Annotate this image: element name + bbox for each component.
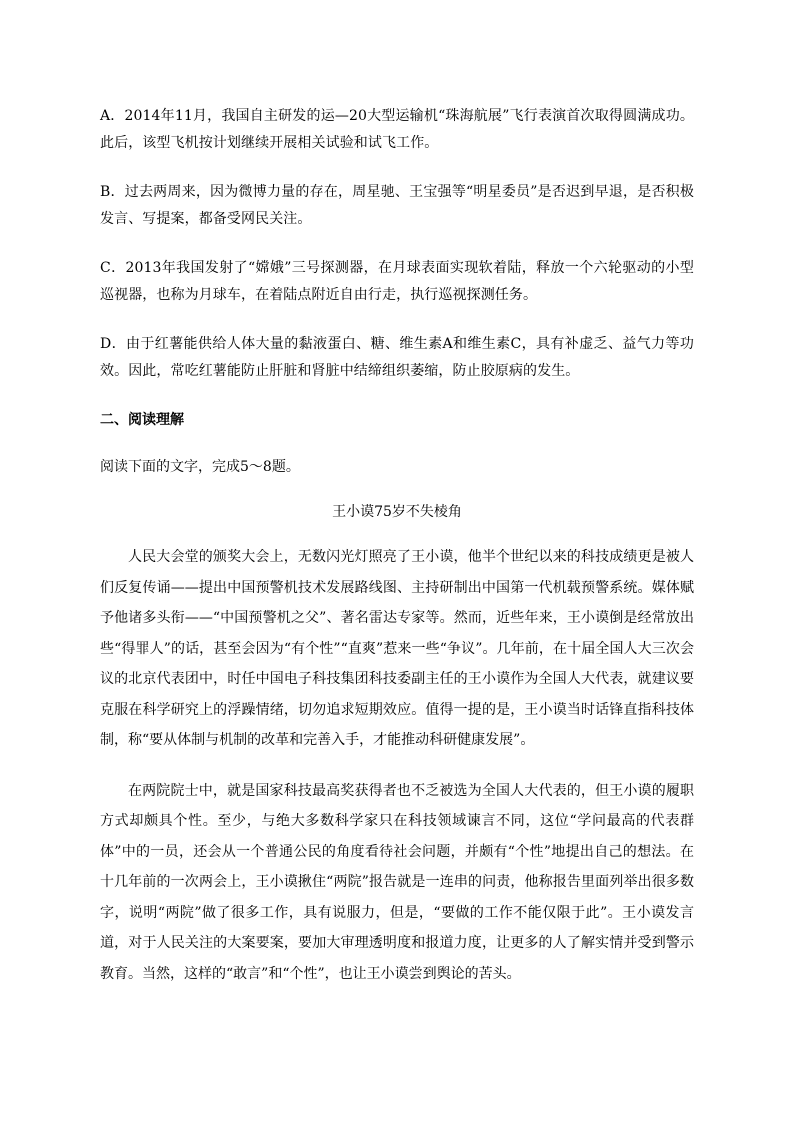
section-heading: 二、阅读理解	[100, 412, 184, 428]
article-paragraph: 人民大会堂的颁奖大会上，无数闪光灯照亮了王小谟，他半个世纪以来的科技成绩更是被人们反复传诵——提出中国预警机技术发展路线图、主持研制出中国第一代机载预警系统。媒体赋予他诸多头衔——“中国预警机之父”、著名雷达专家等。然而，近些年来，王小谟倒是经常放出些“得罪人”的话，甚至会因为“有个性”“直爽”惹来一些“争议”。几年前，在十届全国人大三次会议的北京代表团中，时任中国电子科技集团科技委副主任的王小谟作为全国人大代表，就建议要克服在科学研究上的浮躁情绪，切勿追求短期效应。值得一提的是，王小谟当时话锋直指科技体制，称“要从体制与机制的改革和完善入手，才能推动科研健康发展”。	[100, 549, 694, 748]
option-a: A．2014年11月，我国自主研发的运—20大型运输机“珠海航展”飞行表演首次取得圆满成功。此后，该型飞机按计划继续开展相关试验和试飞工作。	[100, 108, 694, 151]
article-paragraph: 在两院院士中，就是国家科技最高奖获得者也不乏被选为全国人大代表的，但王小谟的履职方式却颇具个性。至少，与绝大多数科学家只在科技领域谏言不同，这位“学问最高的代表群体”中的一员，还会从一个普通公民的角度看待社会问题，并颇有“个性”地提出自己的想法。在十几年前的一次两会上，王小谟揪住“两院”报告就是一连串的问责，他称报告里面列举出很多数字，说明“两院”做了很多工作，具有说服力，但是，“要做的工作不能仅限于此”。王小谟发言道，对于人民关注的大案要案，要加大审理透明度和报道力度，让更多的人了解实情并受到警示教育。当然，这样的“敢言”和“个性”，也让王小谟尝到舆论的苦头。	[100, 782, 694, 982]
article-title: 王小谟75岁不失棱角	[332, 504, 462, 520]
reading-instruction: 阅读下面的文字，完成5～8题。	[100, 459, 300, 475]
option-b: B．过去两周来，因为微博力量的存在，周星驰、王宝强等“明星委员”是否迟到早退，是否积极发言、写提案，都备受网民关注。	[100, 184, 694, 227]
option-d: D．由于红薯能供给人体大量的黏液蛋白、糖、维生素A和维生素C，具有补虚乏、益气力等功效。因此，常吃红薯能防止肝脏和肾脏中结缔组织萎缩，防止胶原病的发生。	[100, 336, 694, 379]
option-c: C．2013年我国发射了“嫦娥”三号探测器，在月球表面实现软着陆，释放一个六轮驱动的小型巡视器，也称为月球车，在着陆点附近自由行走，执行巡视探测任务。	[100, 260, 694, 303]
